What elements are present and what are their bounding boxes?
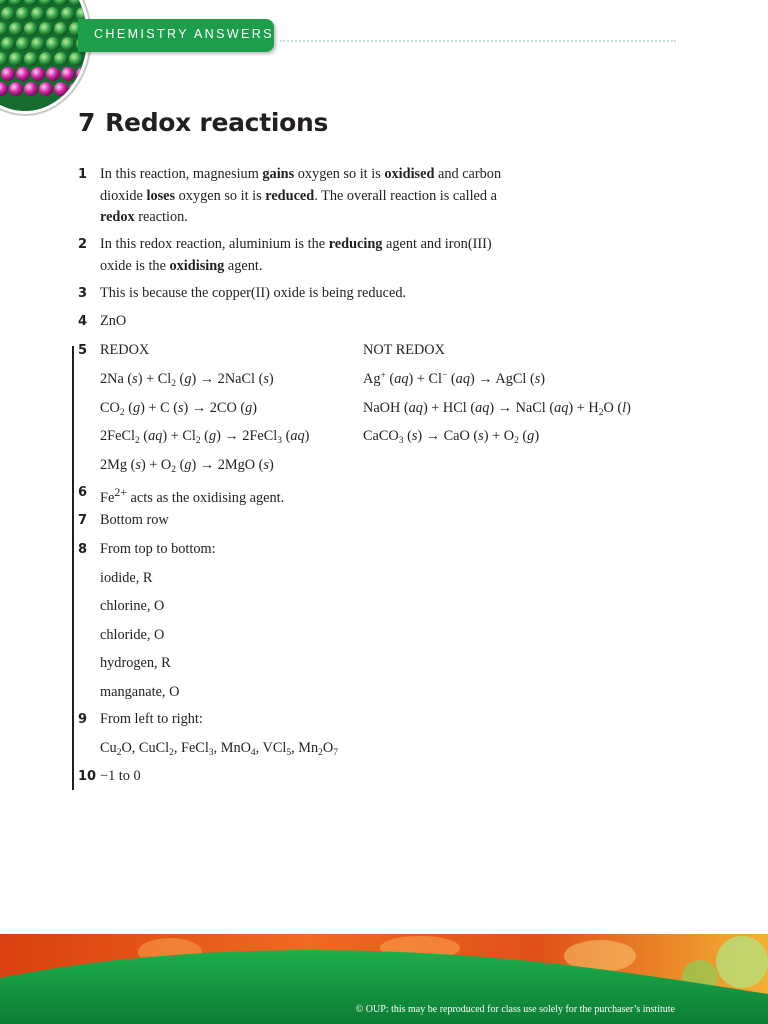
- chemistry-logo-image: [0, 0, 90, 114]
- logo-bead: [9, 82, 23, 96]
- logo-bead: [54, 82, 68, 96]
- logo-bead: [16, 67, 30, 81]
- answer-text: From top to bottom:: [100, 541, 216, 557]
- answer-number: 9: [78, 712, 88, 727]
- not-redox-equation: Ag+ (aq) + Cl− (aq) → AgCl (s): [363, 371, 546, 387]
- q8-item: iodide, R: [100, 570, 153, 586]
- q8-item: manganate, O: [100, 683, 180, 700]
- answer-number: 10: [78, 769, 97, 784]
- logo-bead: [24, 52, 38, 66]
- header-dotted-rule: [280, 40, 676, 42]
- not-redox-equation: NaOH (aq) + HCl (aq) → NaCl $(aq) + H_2O$ (l): [363, 399, 631, 418]
- logo-bead: [69, 82, 83, 96]
- logo-bead: [24, 82, 38, 96]
- answer-number: 6: [78, 485, 88, 500]
- answer-number: 2: [78, 237, 88, 252]
- logo-bead: [31, 67, 45, 81]
- not-redox-heading: NOT REDOX: [363, 342, 445, 358]
- answer-text: From left to right:: [100, 711, 203, 727]
- answer-text: In this redox reaction, aluminium is the reducing agent and iron(III) oxide is the oxidising agent.: [100, 236, 492, 274]
- logo-bead: [61, 67, 75, 81]
- q8-item: chlorine, O: [100, 598, 165, 615]
- copyright-notice: © OUP: this may be reproduced for class use solely for the purchaser’s institute: [355, 1004, 675, 1015]
- logo-bead: [16, 37, 30, 51]
- redox-equation: $CO_2$ (g) + C (s) → 2CO (g): [100, 399, 258, 418]
- chapter-number: 7: [78, 108, 96, 137]
- logo-bead: [54, 22, 68, 36]
- section-banner: [78, 19, 274, 52]
- answer-text: ZnO: [100, 313, 127, 329]
- redox-equation: 2Mg $(s) + O_2$ (g) → 2MgO (s): [100, 456, 274, 475]
- q8-item: hydrogen, R: [100, 655, 171, 672]
- logo-bead: [31, 37, 45, 51]
- chapter-title: [78, 108, 328, 137]
- logo-bead: [1, 7, 15, 21]
- logo-bead: [54, 52, 68, 66]
- q8-item: chloride, O: [100, 626, 165, 643]
- logo-bead: [1, 67, 15, 81]
- logo-bead: [24, 22, 38, 36]
- logo-bead: [61, 37, 75, 51]
- redox-equation: 2Na $(s) + Cl_2$ (g) → 2NaCl (s): [100, 371, 274, 389]
- logo-bead: [46, 67, 60, 81]
- logo-bead: [39, 52, 53, 66]
- logo-bead: [9, 22, 23, 36]
- answer-text: This is because the copper(II) oxide is being reduced.: [100, 285, 407, 301]
- chapter-title-text: Redox reactions: [105, 108, 329, 137]
- answer-number: 8: [78, 542, 88, 557]
- answer-number: 1: [78, 167, 88, 182]
- answer-text: −1 to 0: [100, 768, 141, 784]
- logo-bead: [16, 7, 30, 21]
- redox-equation: 2FeCl$_2$ $(aq) + Cl_2$ (g) → 2FeCl$_3$ (aq): [100, 428, 310, 447]
- logo-bead: [46, 7, 60, 21]
- answer-text: $Fe^{2+}$ acts as the oxidising agent.: [100, 485, 285, 506]
- banner-label: CHEMISTRY ANSWERS: [94, 27, 274, 41]
- logo-bead: [31, 7, 45, 21]
- logo-bead: [46, 37, 60, 51]
- answer-number: 5: [78, 343, 88, 358]
- logo-bead: [39, 82, 53, 96]
- logo-bead: [69, 52, 83, 66]
- answer-text: REDOX: [100, 342, 150, 358]
- answer-number: 4: [78, 314, 88, 329]
- answer-text: Bottom row: [100, 512, 169, 528]
- logo-bead: [9, 52, 23, 66]
- q9-compounds: $Cu_2O$, CuCl$_2$, FeCl$_3$, MnO$_4$, VCl$_5$, $Mn_2O_7$: [100, 740, 338, 758]
- answer-number: 3: [78, 286, 88, 301]
- change-bar: [72, 346, 74, 790]
- answer-text: In this reaction, magnesium gains oxygen so it is oxidised and carbon dioxide loses oxygen so it is reduced. The overall reaction is called a redox reaction.: [100, 166, 502, 225]
- not-redox-equation: CaCO$_3$ (s) → CaO $(s) + O_2$ (g): [363, 428, 540, 447]
- logo-bead: [39, 22, 53, 36]
- logo-bead: [1, 37, 15, 51]
- logo-bead: [61, 7, 75, 21]
- answer-number: 7: [78, 513, 88, 528]
